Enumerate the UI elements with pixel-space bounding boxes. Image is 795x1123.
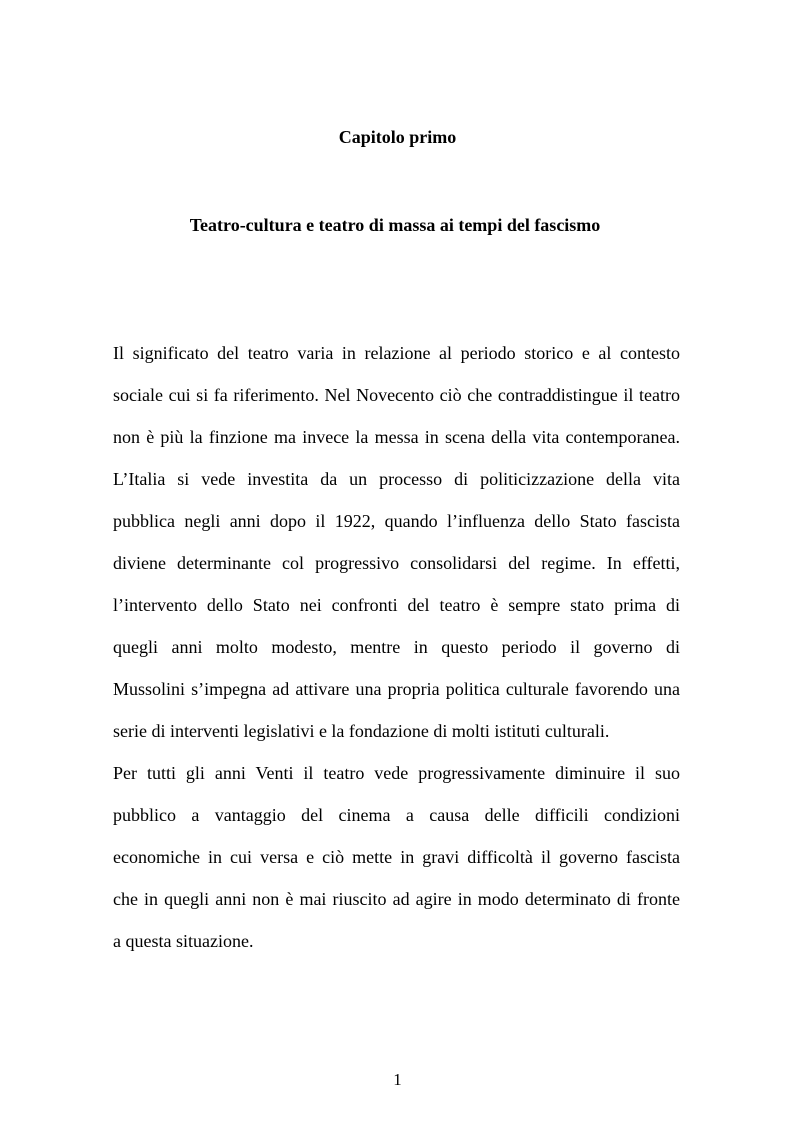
body-text [113,341,680,971]
text-line: Per tutti gli anni Venti il teatro vede progressivamente diminuire il suo [113,763,680,783]
paragraph-2 [113,761,680,971]
paragraph-1 [113,341,680,761]
text-line: sociale cui si fa riferimento. Nel Novecento ciò che contraddistingue il teatro [113,385,680,405]
text-line: pubblica negli anni dopo il 1922, quando l’influenza dello Stato fascista [113,511,680,531]
text-line: Il significato del teatro varia in relazione al periodo storico e al contesto [113,343,680,363]
text-line: serie di interventi legislativi e la fondazione di molti istituti culturali. [113,721,610,741]
page-number: 1 [393,1070,402,1089]
chapter-label: Capitolo primo [338,127,457,147]
chapter-title: Teatro-cultura e teatro di massa ai tempi del fascismo [189,215,601,235]
text-line: economiche in cui versa e ciò mette in gravi difficoltà il governo fascista [113,847,680,867]
text-line: a questa situazione. [113,931,254,951]
text-line: che in quegli anni non è mai riuscito ad agire in modo determinato di fronte [113,889,680,909]
text-line: diviene determinante col progressivo consolidarsi del regime. In effetti, [113,553,680,573]
text-line: Mussolini s’impegna ad attivare una propria politica culturale favorendo una [113,679,680,699]
text-line: non è più la finzione ma invece la messa in scena della vita contemporanea. [113,427,680,447]
text-line: L’Italia si vede investita da un processo di politicizzazione della vita [113,469,680,489]
text-line: pubblico a vantaggio del cinema a causa delle difficili condizioni [113,805,680,825]
text-line: l’intervento dello Stato nei confronti del teatro è sempre stato prima di [113,595,680,615]
text-line: quegli anni molto modesto, mentre in questo periodo il governo di [113,637,680,657]
